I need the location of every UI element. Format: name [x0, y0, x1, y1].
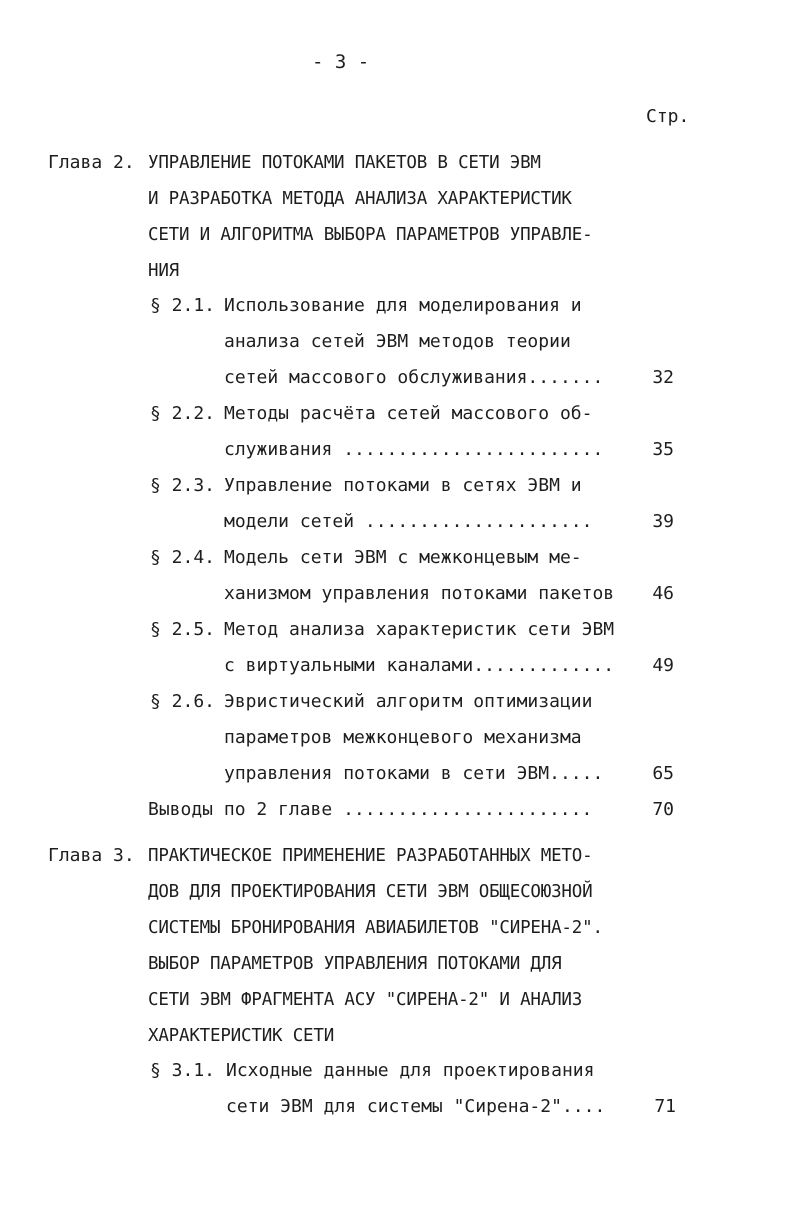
section-title-line: Исходные данные для проектирования: [226, 1060, 595, 1081]
conclusions-page-number: 70: [652, 799, 674, 820]
section-number: § 2.6.: [150, 691, 216, 712]
section-number: § 2.2.: [150, 403, 216, 424]
section-page-number: 49: [652, 655, 674, 676]
chapter-3-title-line: ХАРАКТЕРИСТИК СЕТИ: [148, 1026, 335, 1046]
section-title-line: Эвристический алгоритм оптимизации: [224, 691, 593, 712]
page-column-label: Стр.: [646, 106, 690, 127]
page-number: - 3 -: [312, 51, 370, 73]
chapter-3-title-line: СИСТЕМЫ БРОНИРОВАНИЯ АВИАБИЛЕТОВ "СИРЕНА-2".: [148, 918, 603, 938]
chapter-2-title-line: НИЯ: [148, 261, 180, 281]
section-page-number: 65: [652, 763, 674, 784]
section-title-line: управления потоками в сети ЭВМ.....: [224, 763, 604, 784]
chapter-2-label: Глава 2.: [48, 152, 135, 173]
section-number: § 2.3.: [150, 475, 216, 496]
section-number: § 2.1.: [150, 295, 216, 316]
section-title-line: с виртуальными каналами.............: [224, 655, 615, 676]
chapter-2-title-line: СЕТИ И АЛГОРИТМА ВЫБОРА ПАРАМЕТРОВ УПРАВЛЕ-: [148, 225, 593, 245]
chapter-3-title-line: ВЫБОР ПАРАМЕТРОВ УПРАВЛЕНИЯ ПОТОКАМИ ДЛЯ: [148, 954, 562, 974]
chapter-2-title-line: И РАЗРАБОТКА МЕТОДА АНАЛИЗА ХАРАКТЕРИСТИК: [148, 189, 572, 209]
section-number: § 3.1.: [150, 1060, 216, 1081]
conclusions-entry: Выводы по 2 главе .......................: [148, 799, 593, 820]
section-title-line: параметров межконцевого механизма: [224, 727, 582, 748]
chapter-2-title-line: УПРАВЛЕНИЕ ПОТОКАМИ ПАКЕТОВ В СЕТИ ЭВМ: [148, 153, 541, 173]
section-title-line: Использование для моделирования и: [224, 295, 582, 316]
section-title-line: служивания ........................: [224, 439, 604, 460]
section-title-line: сети ЭВМ для системы "Сирена-2"....: [226, 1096, 606, 1117]
section-page-number: 35: [652, 439, 674, 460]
section-title-line: Управление потоками в сетях ЭВМ и: [224, 475, 582, 496]
section-number: § 2.4.: [150, 547, 216, 568]
chapter-3-label: Глава 3.: [48, 845, 135, 866]
section-title-line: анализа сетей ЭВМ методов теории: [224, 331, 571, 352]
section-page-number: 39: [652, 511, 674, 532]
section-page-number: 71: [654, 1096, 676, 1117]
section-page-number: 46: [652, 583, 674, 604]
section-title-line: Метод анализа характеристик сети ЭВМ: [224, 619, 615, 640]
section-title-line: сетей массового обслуживания.......: [224, 367, 604, 388]
chapter-3-title-line: ПРАКТИЧЕСКОЕ ПРИМЕНЕНИЕ РАЗРАБОТАННЫХ МЕТО-: [148, 846, 593, 866]
section-number: § 2.5.: [150, 619, 216, 640]
chapter-3-title-line: ДОВ ДЛЯ ПРОЕКТИРОВАНИЯ СЕТИ ЭВМ ОБЩЕСОЮЗНОЙ: [148, 882, 593, 902]
section-title-line: ханизмом управления потоками пакетов: [224, 583, 615, 604]
section-title-line: Модель сети ЭВМ с межконцевым ме-: [224, 547, 582, 568]
section-title-line: модели сетей .....................: [224, 511, 593, 532]
chapter-3-title-line: СЕТИ ЭВМ ФРАГМЕНТА АСУ "СИРЕНА-2" И АНАЛИЗ: [148, 990, 583, 1010]
section-title-line: Методы расчёта сетей массового об-: [224, 403, 593, 424]
section-page-number: 32: [652, 367, 674, 388]
